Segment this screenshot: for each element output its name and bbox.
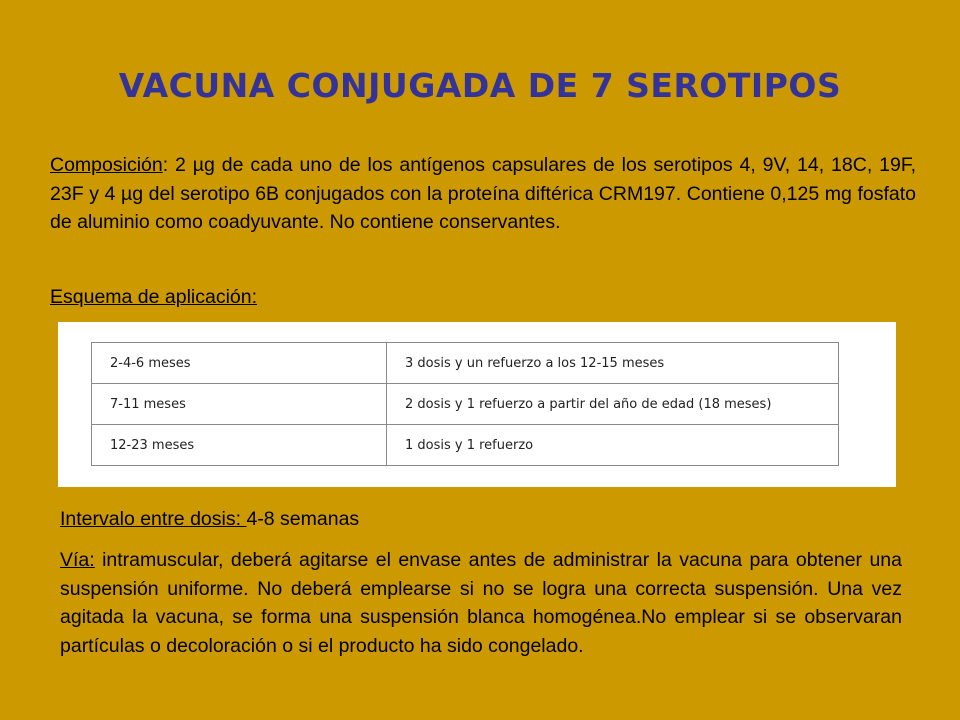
table-row	[92, 343, 839, 384]
table-cell-doses: 2 dosis y 1 refuerzo a partir del año de edad (18 meses)	[387, 384, 839, 425]
table-cell-age: 12-23 meses	[92, 425, 387, 466]
intervalo-text: 4-8 semanas	[246, 508, 360, 530]
via-text: intramuscular, deberá agitarse el envase antes de administrar la vacuna para obtener una suspensión uniforme. No deberá emplearse si no se logra una correcta suspensión. Una vez agitada la vacuna, se forma una suspensión blanca homogénea.No emplear si se observaran partículas o decoloración o si el producto ha sido congelado.	[60, 549, 902, 657]
table-row	[92, 425, 839, 466]
table-cell-age: 7-11 meses	[92, 384, 387, 425]
via-label: Vía:	[60, 549, 95, 571]
intervalo-paragraph	[60, 505, 560, 534]
table-cell-doses: 1 dosis y 1 refuerzo	[387, 425, 839, 466]
schedule-table-image	[58, 322, 896, 487]
intervalo-label: Intervalo entre dosis:	[60, 508, 247, 530]
composicion-paragraph	[50, 151, 916, 237]
slide-title: VACUNA CONJUGADA DE 7 SEROTIPOS	[118, 66, 842, 105]
table-cell-doses: 3 dosis y un refuerzo a los 12-15 meses	[387, 343, 839, 384]
table-cell-age: 2-4-6 meses	[92, 343, 387, 384]
table-row	[92, 384, 839, 425]
composicion-label: Composición	[50, 154, 163, 176]
esquema-label: Esquema de aplicación:	[50, 286, 258, 308]
via-paragraph	[60, 546, 902, 660]
esquema-heading	[50, 283, 450, 312]
schedule-table	[91, 342, 839, 466]
composicion-text: : 2 µg de cada uno de los antígenos capsulares de los serotipos 4, 9V, 14, 18C, 19F, 23F y 4 µg del serotipo 6B conjugados con la proteína diftérica CRM197. Contiene 0,125 mg fosfato de aluminio como coadyuvante. No contiene conservantes.	[50, 154, 916, 233]
